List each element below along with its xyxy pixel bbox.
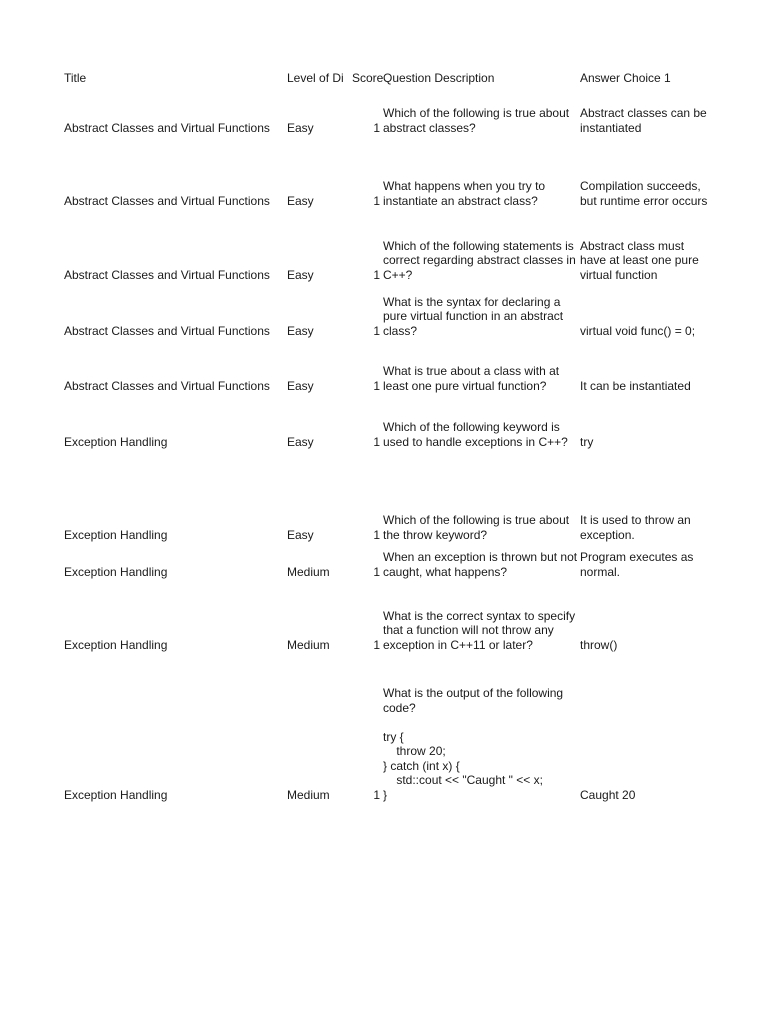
answer-choice-1-cell: Caught 20: [580, 787, 636, 802]
level-cell: Medium: [287, 637, 330, 652]
header-level: Level of Di: [287, 70, 344, 85]
title-cell: Abstract Classes and Virtual Functions: [64, 323, 270, 338]
table-row: [0, 100, 768, 135]
table-row: [0, 358, 768, 393]
score-cell: 1: [373, 193, 380, 208]
score-cell: 1: [373, 323, 380, 338]
table-row: [0, 680, 768, 802]
header-row: [0, 64, 768, 85]
description-cell: What is the correct syntax to specify that a function will not throw any exception in C++11 or later?: [383, 608, 579, 652]
answer-choice-1-cell: Compilation succeeds, but runtime error occurs: [580, 179, 708, 208]
answer-choice-1-cell: throw(): [580, 637, 618, 652]
title-cell: Exception Handling: [64, 637, 168, 652]
table-row: [0, 588, 768, 652]
title-cell: Exception Handling: [64, 434, 168, 449]
answer-choice-1-cell: virtual void func() = 0;: [580, 323, 696, 338]
table-row: [0, 234, 768, 282]
description-cell: What happens when you try to instantiate an abstract class?: [383, 179, 549, 208]
title-cell: Exception Handling: [64, 527, 168, 542]
description-cell: When an exception is thrown but not caught, what happens?: [383, 550, 581, 579]
score-cell: 1: [373, 378, 380, 393]
description-cell: Which of the following statements is correct regarding abstract classes in C++?: [383, 238, 580, 282]
table-row: [0, 290, 768, 338]
score-cell: 1: [373, 120, 380, 135]
description-cell: Which of the following keyword is used to handle exceptions in C++?: [383, 420, 568, 449]
level-cell: Easy: [287, 434, 314, 449]
level-cell: Medium: [287, 564, 330, 579]
level-cell: Medium: [287, 787, 330, 802]
header-score: Score: [352, 70, 384, 85]
score-cell: 1: [373, 267, 380, 282]
answer-choice-1-cell: It can be instantiated: [580, 378, 691, 393]
table-row: [0, 160, 768, 208]
description-cell: Which of the following is true about abstract classes?: [383, 106, 573, 135]
description-cell: What is the syntax for declaring a pure virtual function in an abstract class?: [383, 294, 567, 338]
description-cell: Which of the following is true about the throw keyword?: [383, 513, 573, 542]
level-cell: Easy: [287, 527, 314, 542]
table-row: [0, 544, 768, 579]
title-cell: Exception Handling: [64, 564, 168, 579]
table-row: [0, 507, 768, 542]
header-description: Question Description: [383, 70, 495, 85]
answer-choice-1-cell: try: [580, 434, 594, 449]
level-cell: Easy: [287, 193, 314, 208]
level-cell: Easy: [287, 120, 314, 135]
title-cell: Abstract Classes and Virtual Functions: [64, 378, 270, 393]
title-cell: Abstract Classes and Virtual Functions: [64, 120, 270, 135]
table-row: [0, 414, 768, 449]
header-title: Title: [64, 70, 87, 85]
level-cell: Easy: [287, 378, 314, 393]
title-cell: Abstract Classes and Virtual Functions: [64, 193, 270, 208]
level-cell: Easy: [287, 323, 314, 338]
answer-choice-1-cell: Program executes as normal.: [580, 550, 697, 579]
answer-choice-1-cell: Abstract class must have at least one pure virtual function: [580, 238, 703, 282]
score-cell: 1: [373, 564, 380, 579]
title-cell: Abstract Classes and Virtual Functions: [64, 267, 270, 282]
score-cell: 1: [373, 527, 380, 542]
description-cell: What is the output of the following code? try { throw 20; } catch (int x) { std::cout << "Caught " << x; }: [383, 686, 564, 802]
answer-choice-1-cell: It is used to throw an exception.: [580, 513, 695, 542]
answer-choice-1-cell: Abstract classes can be instantiated: [580, 106, 711, 135]
header-answer-choice-1: Answer Choice 1: [580, 70, 671, 85]
level-cell: Easy: [287, 267, 314, 282]
description-cell: What is true about a class with at least one pure virtual function?: [383, 364, 563, 393]
score-cell: 1: [373, 434, 380, 449]
score-cell: 1: [373, 787, 380, 802]
title-cell: Exception Handling: [64, 787, 168, 802]
score-cell: 1: [373, 637, 380, 652]
